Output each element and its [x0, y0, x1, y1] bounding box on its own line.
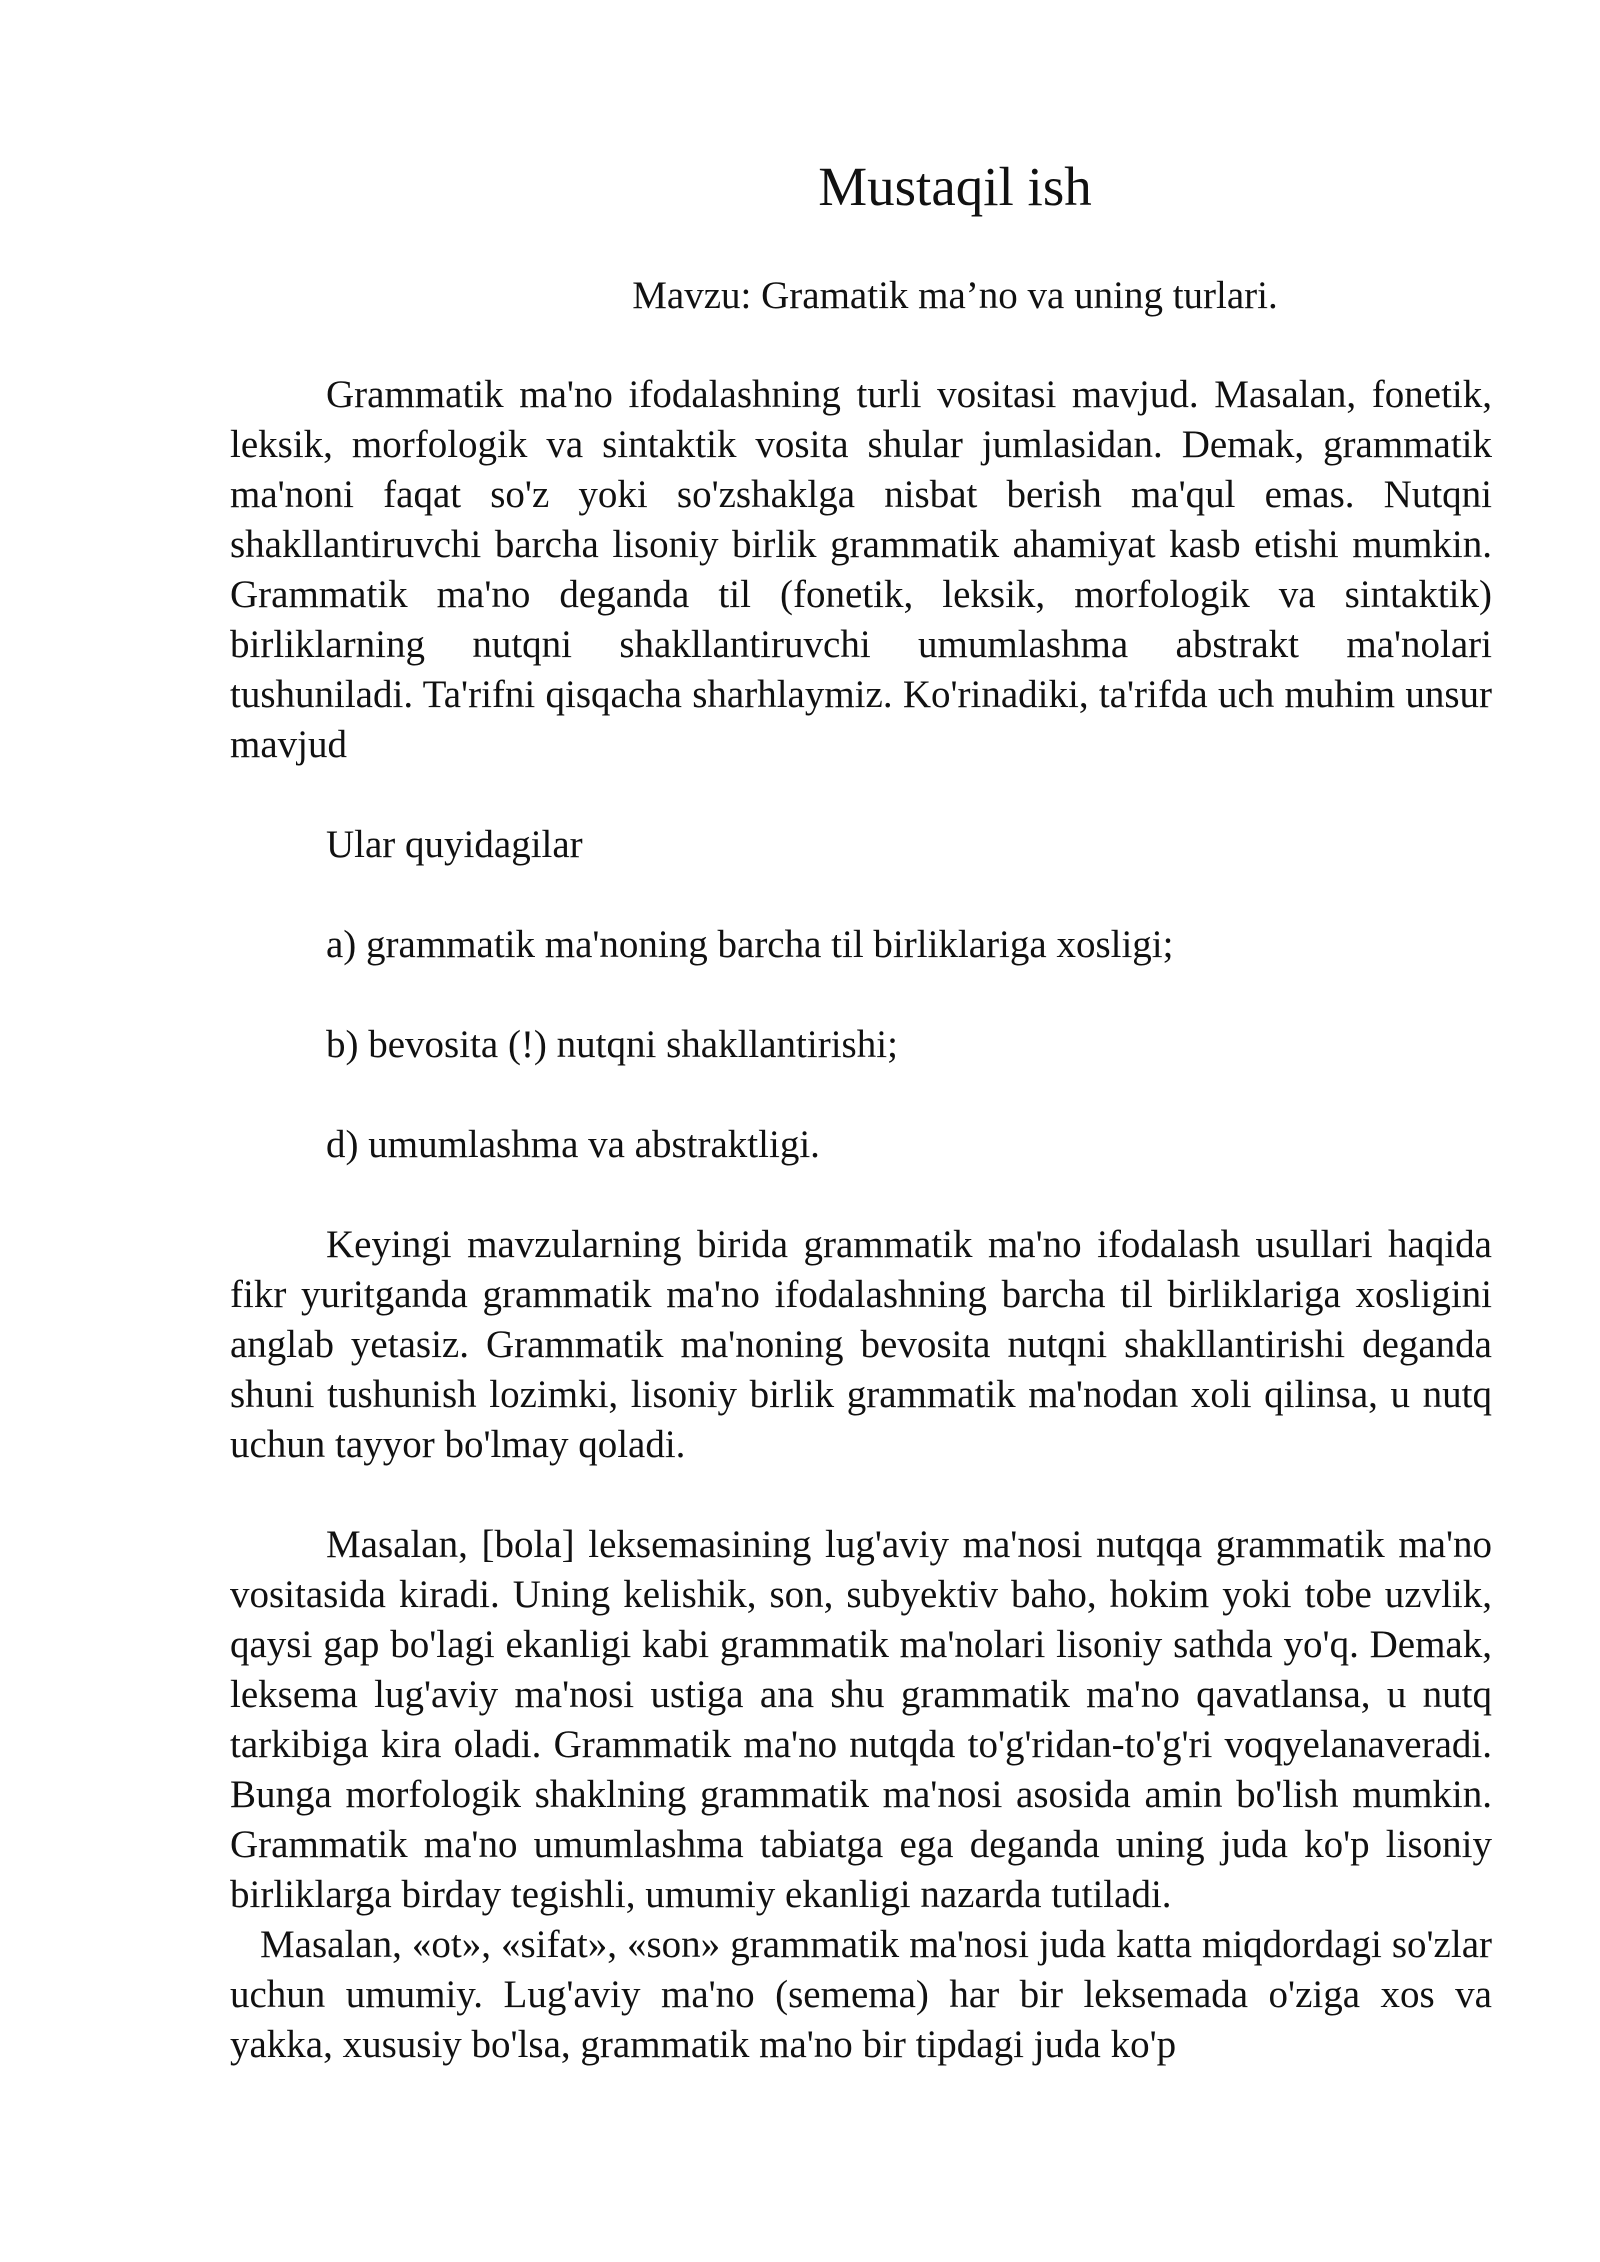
list-intro: Ular quyidagilar [326, 823, 583, 866]
paragraph-masalan: Masalan, «ot», «sifat», «son» grammatik ma'nosi juda katta miqdordagi so'zlar uchun umumiy. Lug'aviy ma'no (semema) har bir leksemada o'ziga xos va yakka, xususiy bo'lsa, grammatik ma'no bir tipdagi juda ko'p [230, 1923, 1492, 2066]
document-body [230, 370, 1492, 2070]
list-item-b: b) bevosita (!) nutqni shakllantirishi; [326, 1023, 898, 1066]
document-subtitle: Mavzu: Gramatik ma’no va uning turlari. [632, 274, 1278, 317]
list-item-d: d) umumlashma va abstraktligi. [326, 1123, 820, 1166]
paragraph-keyingi: Keyingi mavzularning birida grammatik ma'no ifodalash usullari haqida fikr yuritganda grammatik ma'no ifodalashning barcha til birliklariga xosligini anglab yetasiz. Grammatik ma'noning bevosita nutqni shakllantirishi deganda shuni tushunish lozimki, lisoniy birlik grammatik ma'nodan xoli qilinsa, u nutq uchun tayyor bo'lmay qoladi. [230, 1223, 1492, 1466]
paragraph-intro: Grammatik ma'no ifodalashning turli vositasi mavjud. Masalan, fonetik, leksik, morfologik va sintaktik vosita shular jumlasidan. Demak, grammatik ma'noni faqat so'z yoki so'zshaklga nisbat berish ma'qul emas. Nutqni shakllantiruvchi barcha lisoniy birlik grammatik ahamiyat kasb etishi mumkin. Grammatik ma'no deganda til (fonetik, leksik, morfologik va sintaktik) birliklarning nutqni shakllantiruvchi umumlashma abstrakt ma'nolari tushuniladi. Ta'rifni qisqacha sharhlaymiz. Ko'rinadiki, ta'rifda uch muhim unsur mavjud [230, 373, 1492, 766]
list-item-a: a) grammatik ma'noning barcha til birliklariga xosligi; [326, 923, 1174, 966]
paragraph-bola: Masalan, [bola] leksemasining lug'aviy ma'nosi nutqqa grammatik ma'no vositasida kiradi. Uning kelishik, son, subyektiv baho, hokim yoki tobe uzvlik, qaysi gap bo'lagi ekanligi kabi grammatik ma'nolari lisoniy sathda yo'q. Demak, leksema lug'aviy ma'nosi ustiga ana shu grammatik ma'no qavatlansa, u nutq tarkibiga kira oladi. Grammatik ma'no nutqda to'g'ridan-to'g'ri voqyelanaveradi. Bunga morfologik shaklning grammatik ma'nosi asosida amin bo'lish mumkin. Grammatik ma'no umumlashma tabiatga ega deganda uning juda ko'p lisoniy birliklarga birday tegishli, umumiy ekanligi nazarda tutiladi. [230, 1523, 1492, 1916]
document-title: Mustaqil ish [818, 156, 1092, 217]
